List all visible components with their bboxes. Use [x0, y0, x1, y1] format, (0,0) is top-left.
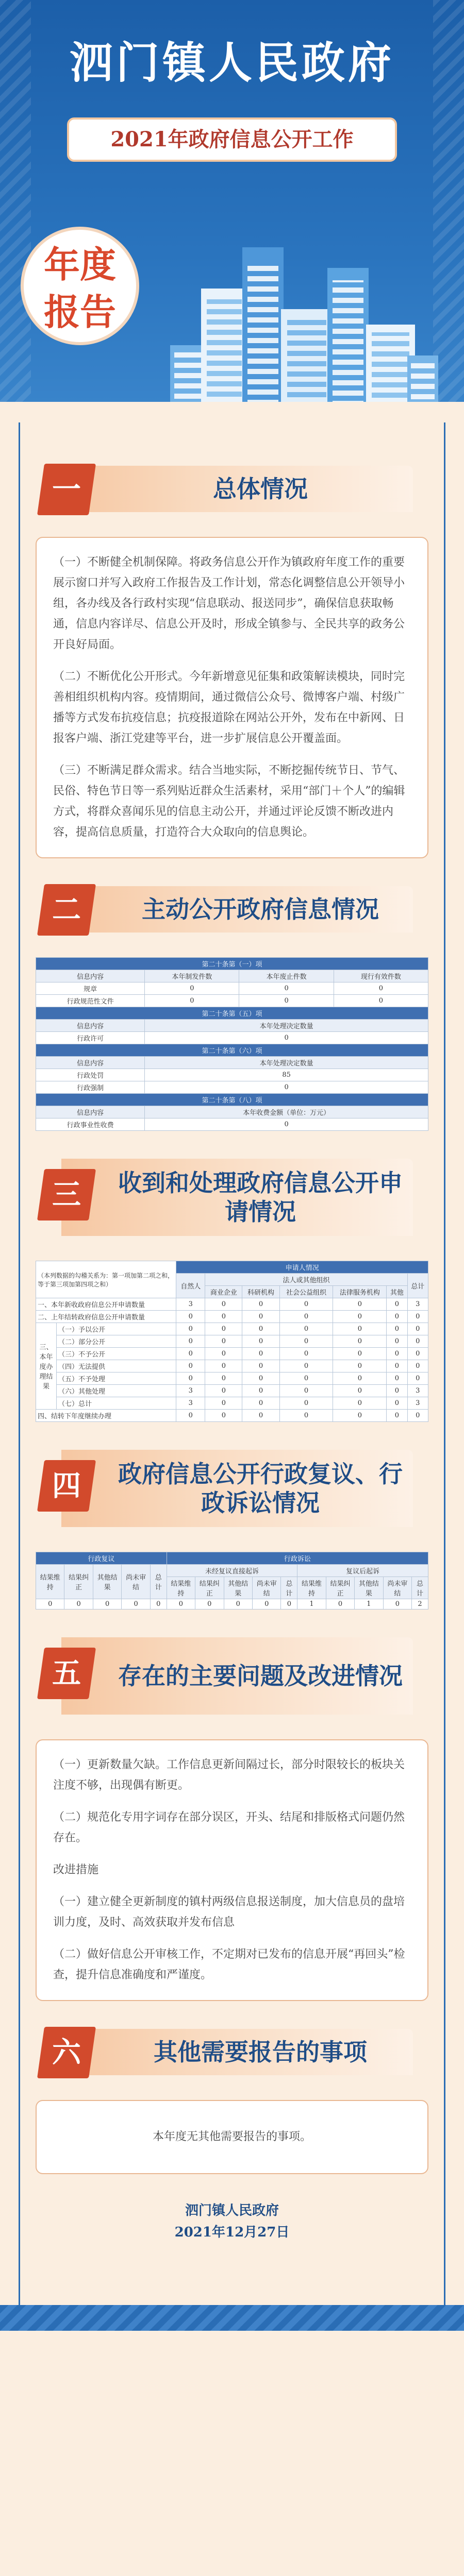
row-label: 二、上年结转政府信息公开申请数量	[36, 1311, 176, 1323]
table-cell: 0	[279, 1298, 333, 1311]
table-cell: 0	[176, 1311, 205, 1323]
table-cell: 3	[407, 1298, 428, 1311]
table-row	[36, 1298, 428, 1311]
table-header: 行政诉讼	[167, 1552, 428, 1565]
overview-paragraph: （三）不断满足群众需求。结合当地实际，不断挖掘传统节日、节气、民俗、特色节日等一系列贴近群众生活素材，采用“部门＋个人”的编辑方式，将群众喜闻乐见的信息主动公开，并通过评论反馈不断改进内容，提高信息质量，打造符合大众取向的信息舆论。	[53, 764, 405, 839]
table-header: 信息内容	[36, 970, 145, 982]
table-header: 现行有效件数	[334, 970, 428, 982]
table-cell: 0	[407, 1335, 428, 1348]
table-cell: 3	[176, 1298, 205, 1311]
table-cell: 0	[279, 1323, 333, 1335]
section-title: 其他需要报告的事项	[154, 2038, 367, 2066]
table-cell: 0	[407, 1323, 428, 1335]
table-cell: 0	[205, 1372, 242, 1385]
table-cell: 0	[279, 1372, 333, 1385]
table-row	[36, 1335, 428, 1348]
annual-report-badge	[21, 227, 139, 345]
table-row	[36, 1323, 428, 1335]
table-row	[36, 1348, 428, 1360]
table-row	[36, 1372, 428, 1385]
section-number: 二	[37, 884, 96, 936]
header-banner	[0, 0, 464, 422]
section-title: 收到和处理政府信息公开申请情况	[118, 1169, 403, 1226]
table-row: 行政许可 0	[36, 1032, 428, 1044]
row-label: （二）部分公开	[57, 1335, 176, 1348]
table-header: 行政复议	[36, 1552, 167, 1565]
table-cell: 0	[205, 1335, 242, 1348]
table-cell: 0	[279, 1385, 333, 1397]
table-cell: 0	[242, 1385, 279, 1397]
section-5-heading	[30, 1627, 434, 1725]
table-cell: 0	[407, 1311, 428, 1323]
table-cell: 0	[333, 1323, 387, 1335]
table-cell: 0	[387, 1298, 407, 1311]
table-header: 申请人情况	[176, 1261, 428, 1274]
table-cell: 0	[176, 1372, 205, 1385]
table-cell: 0	[205, 1348, 242, 1360]
table-row: 规章 0 0 0	[36, 982, 428, 995]
section-number: 六	[37, 2027, 96, 2078]
applications-table: （本列数据的勾稽关系为：第一项加第二项之和，等于第三项加第四项之和） 申请人情况 自然人 法人或其他组织 总计 商业企业 科研机构 社会公益组织 法律服务机构 其他 一、本年新收政府信息公开申请数量 3 0 0 0 0 0 3 二、上年结转政府信息公开申请数量 0 0 0 0 0 0 0 三、本年度办理结果 （一）予以公开 0 0 0 0 0 0 0 （二）部分公开 0 0 0 0 0 0 0 （三）不予公开 0 0 0 0 0 0 0 （四）无法提供 0 0 0 0 0 0 0 （五）不予处理 0 0 0 0 0 0 0 （六）其他处理 3 0 0 0 0 0 3 （七）总计 3 0 0 0 0 0 3 四、结转下年度继续办理 0 0 0 0 0 0 0	[36, 1261, 428, 1422]
table-row: 行政事业性收费 0	[36, 1118, 428, 1131]
table-block-title: 第二十条第（一）项	[36, 958, 428, 970]
section-title: 总体情况	[213, 475, 308, 503]
table-cell: 0	[242, 1348, 279, 1360]
table-cell: 0	[279, 1348, 333, 1360]
report-subtitle: 2021年政府信息公开工作	[67, 117, 397, 162]
table-cell: 0	[407, 1360, 428, 1372]
table-cell: 3	[407, 1385, 428, 1397]
table-header: 法人或其他组织	[205, 1274, 407, 1286]
table-cell: 0	[387, 1323, 407, 1335]
table-cell: 0	[407, 1348, 428, 1360]
table-cell: 0	[176, 1348, 205, 1360]
section-3-heading	[30, 1148, 434, 1246]
table-cell: 0	[387, 1410, 407, 1422]
problems-card	[36, 1739, 428, 2001]
table-cell: 0	[242, 1311, 279, 1323]
table-cell: 0	[242, 1360, 279, 1372]
table-row	[36, 1397, 428, 1410]
section-2-heading	[30, 876, 434, 943]
table-cell: 0	[407, 1372, 428, 1385]
badge-line1: 年度	[44, 243, 116, 286]
table-block-title: 第二十条第（六）项	[36, 1044, 428, 1057]
problem-item: （一）更新数量欠缺。工作信息更新间隔过长，部分时限较长的板块关注度不够，出现偶有断更。	[53, 1758, 405, 1792]
row-label: 一、本年新收政府信息公开申请数量	[36, 1298, 176, 1311]
table-row: 行政处罚 85	[36, 1069, 428, 1081]
table-row: 行政规范性文件 0 0 0	[36, 995, 428, 1007]
section-number: 一	[37, 464, 96, 515]
table-cell: 0	[333, 1335, 387, 1348]
table-header: 总计	[407, 1274, 428, 1298]
table-cell: 0	[242, 1335, 279, 1348]
overview-paragraph: （二）不断优化公开形式。今年新增意见征集和政策解读模块，同时完善相组织机构内容。疫情期间，通过微信公众号、微博客户端、村级广播等方式发布抗疫信息；抗疫报道除在网站公开外，发布在中新网、日报客户端、浙江党建等平台，进一步扩展信息公开覆盖面。	[53, 670, 405, 745]
table-cell: 0	[333, 1348, 387, 1360]
table-cell: 0	[205, 1397, 242, 1410]
header-ground	[0, 402, 464, 422]
table-cell: 0	[387, 1372, 407, 1385]
table-cell: 0	[333, 1360, 387, 1372]
table-block-title: 第二十条第（五）项	[36, 1007, 428, 1020]
row-label: （三）不予公开	[57, 1348, 176, 1360]
bottom-decor-band	[0, 2305, 464, 2331]
table-cell: 0	[176, 1335, 205, 1348]
table-cell: 0	[205, 1323, 242, 1335]
table-cell: 0	[333, 1410, 387, 1422]
table-cell: 0	[333, 1385, 387, 1397]
table-cell: 3	[407, 1397, 428, 1410]
table-cell: 3	[176, 1385, 205, 1397]
row-label: （六）其他处理	[57, 1385, 176, 1397]
other-matters-card	[36, 2100, 428, 2174]
badge-line2: 报告	[44, 291, 116, 333]
row-label: （七）总计	[57, 1397, 176, 1410]
table-cell: 0	[279, 1335, 333, 1348]
table-cell: 0	[176, 1360, 205, 1372]
review-lawsuit-table: 行政复议 行政诉讼 结果维持 结果纠正 其他结果 尚未审结 总计 未经复议直接起诉 复议后起诉 结果维持 结果纠正 其他结果 尚未审结 总计 结果维持 结果纠正 其他结果 尚未审结 总计 0 0 0 0 0 0 0 0 0 0 1 0 1 0 2	[36, 1552, 428, 1609]
section-number: 五	[37, 1648, 96, 1699]
active-disclosure-table: 第二十条第（一）项 信息内容 本年制发件数 本年废止件数 现行有效件数 规章 0 0 0 行政规范性文件 0 0 0 第二十条第（五）项 信息内容 本年处理决定数量 行政许可 0 第二十条第（六）项 信息内容 本年处理决定数量 行政处罚 85 行政强制 0 第二十条第（八）项 信息内容 本年收费金额（单位：万元） 行政事业性收费 0	[36, 957, 428, 1131]
table-row	[36, 1311, 428, 1323]
table-cell: 0	[279, 1397, 333, 1410]
overview-paragraph: （一）不断健全机制保障。将政务信息公开作为镇政府年度工作的重要展示窗口并写入政府工作报告及工作计划，常态化调整信息公开领导小组，各办线及各行政村实现“信息联动、报送同步”，确保信息获取畅通，信息内容详尽、信息公开及时，形成全镇参与、全民共享的政务公开良好局面。	[53, 556, 405, 651]
table-cell: 0	[205, 1410, 242, 1422]
other-matters-text: 本年度无其他需要报告的事项。	[152, 2130, 311, 2143]
table-cell: 0	[387, 1385, 407, 1397]
table-row: 行政强制 0	[36, 1081, 428, 1094]
section-number: 三	[37, 1169, 96, 1221]
table-cell: 0	[279, 1311, 333, 1323]
table-cell: 0	[242, 1323, 279, 1335]
table-cell: 0	[333, 1397, 387, 1410]
section-title: 存在的主要问题及改进情况	[118, 1662, 403, 1690]
problem-item: （二）规范化专用字词存在部分误区，开头、结尾和排版格式问题仍然存在。	[53, 1811, 405, 1844]
table-cell: 0	[387, 1397, 407, 1410]
table-cell: 0	[333, 1372, 387, 1385]
report-body	[19, 422, 445, 2305]
page-title: 泗门镇人民政府	[69, 37, 394, 88]
table-cell: 0	[387, 1360, 407, 1372]
table-cell: 0	[242, 1372, 279, 1385]
table-cell: 0	[242, 1410, 279, 1422]
table-cell: 0	[242, 1397, 279, 1410]
table-row: 0 0 0 0 0 0 0 0 0 0 1 0 1 0 2	[36, 1599, 428, 1609]
table-cell: 0	[205, 1311, 242, 1323]
table-cell: 0	[242, 1298, 279, 1311]
building-icon	[327, 268, 369, 422]
footer-date: 2021年12月27日	[174, 2225, 290, 2240]
section-6-heading	[30, 2019, 434, 2086]
table-cell: 3	[176, 1397, 205, 1410]
table-cell: 0	[205, 1360, 242, 1372]
overview-card	[36, 537, 428, 858]
table-cell: 0	[387, 1335, 407, 1348]
table-header: 本年制发件数	[145, 970, 239, 982]
table-row	[36, 1410, 428, 1422]
table-cell: 0	[205, 1298, 242, 1311]
section-title: 主动公开政府信息情况	[142, 895, 379, 923]
row-group-label: 三、本年度办理结果	[36, 1323, 57, 1410]
measure-item: （二）做好信息公开审核工作，不定期对已发布的信息开展“再回头”检查，提升信息准确度和严谨度。	[53, 1948, 405, 1981]
table-cell: 0	[279, 1360, 333, 1372]
table-header: 本年废止件数	[239, 970, 334, 982]
table-cell: 0	[407, 1410, 428, 1422]
row-label: 四、结转下年度继续办理	[36, 1410, 176, 1422]
table-cell: 0	[205, 1385, 242, 1397]
table-header: 自然人	[176, 1274, 205, 1298]
section-4-heading	[30, 1439, 434, 1537]
city-skyline-illustration	[170, 222, 438, 422]
section-1-heading	[30, 455, 434, 522]
row-label: （一）予以公开	[57, 1323, 176, 1335]
table-cell: 0	[176, 1410, 205, 1422]
table-cell: 0	[387, 1348, 407, 1360]
footer-org: 泗门镇人民政府	[185, 2203, 279, 2218]
measure-item: （一）建立健全更新制度的镇村两级信息报送制度，加大信息员的盘培训力度，及时、高效获取并发布信息	[53, 1895, 405, 1929]
table-cell: 0	[387, 1311, 407, 1323]
table-corner-note: （本列数据的勾稽关系为：第一项加第二项之和，等于第三项加第四项之和）	[36, 1261, 176, 1298]
section-number: 四	[37, 1460, 96, 1512]
table-cell: 0	[333, 1311, 387, 1323]
section-title: 政府信息公开行政复议、行政诉讼情况	[118, 1460, 403, 1517]
table-cell: 0	[176, 1323, 205, 1335]
table-cell: 0	[333, 1298, 387, 1311]
measures-title: 改进措施	[53, 1863, 99, 1876]
table-row	[36, 1385, 428, 1397]
row-label: （五）不予处理	[57, 1372, 176, 1385]
table-block-title: 第二十条第（八）项	[36, 1094, 428, 1106]
table-cell: 0	[279, 1410, 333, 1422]
building-icon	[242, 247, 284, 422]
row-label: （四）无法提供	[57, 1360, 176, 1372]
table-row	[36, 1360, 428, 1372]
report-footer	[30, 2184, 434, 2274]
